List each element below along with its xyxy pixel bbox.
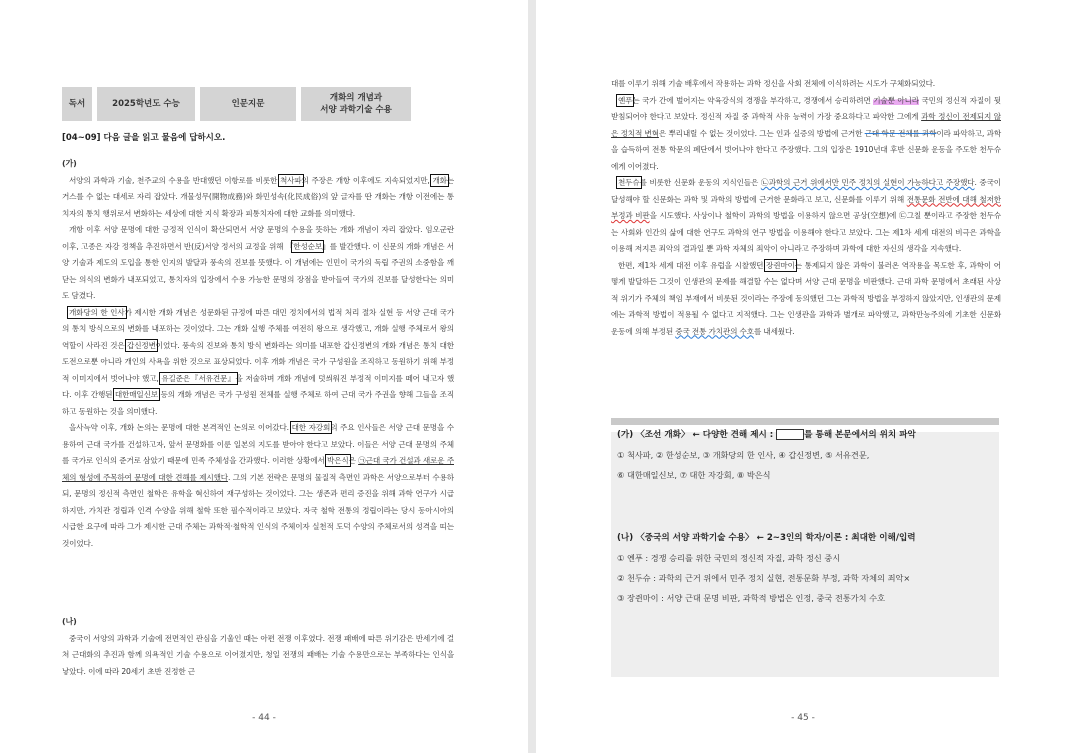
summary-ga-title: (가) 〈조선 개화〉 ← 다양한 견해 제시 : 를 통해 본문에서의 위치 파악 (617, 430, 916, 440)
passage-ga: (가) 서양의 과학과 기술, 천주교의 수용을 반대했던 이항로를 비롯한 척사파의 주장은 개항 이후에도 지속되었지만, 개화는 거스를 수 없는 대세로 자리 잡았다. 개물성무(開物成務)와 화민성속(化民成俗)의 앞 글자를 딴 개화는 개항 이전에는 통치자의 통치 행위로서 변화하는 세상에 대한 지식 확장과 피통치자에 대한 교화를 의미했다. 개항 이후 서양 문명에 대한 긍정적 인식이 확산되면서 서양 문명의 수용을 뜻하는 개화 개념이 자리 잡았다. 임오군란 이후, 고종은 자강 정책을 추진하면서 반(反)서양 정서의 교정을 위해 『한성순보』를 발간했다. 이 신문의 개화 개념은 서양 기술과 제도의 도입을 통한 인지의 발달과 풍속의 진보를 뜻했다. 이 개념에는 인민이 국가의 독립 주권의 소중함을 깨닫는 의식의 변화가 내포되었고, 통치자의 입장에서 수용 가능한 문명의 장점을 받아들여 국가의 진보를 달성한다는 의미도 담겼다. 개화당의 한 인사가 제시한 개화 개념은 성문화된 규정에 따른 대민 정치에서의 법적 처리 절차 실현 등 서양 근대 국가의 통치 방식으로의 변화를 내포하는 것이었다. 그는 개화 실행 주체를 여전히 왕으로 생각했고, 개화 실행 주체로서 왕의 역할이 사라진 것은 갑신정변이었다. 풍속의 진보와 통치 방식 변화라는 의미를 내포한 갑신정변의 개화 개념은 통치 대한 도전으로뿐 아니라 개인의 사욕을 위한 것으로 표상되었다. 이후 개화 개념은 국가 구성원을 조직하고 동원하기 위해 부정적 이미지에서 벗어나야 했고, 유길준은『서유견문』을 저술하며 개화 개념에 덧씌워진 부정적 이미지를 떼어 내고자 했다. 이후 간행된 대한매일신보 등의 개화 개념은 국가 구성원 전체를 실행 주체로 하여 근대 국가 주권을 향해 그들을 조직하고 동원하는 것을 의미했다. 을사늑약 이후, 개화 논의는 문명에 대한 본격적인 논의로 이어갔다. 대한 자강회의 주요 인사들은 서양 근대 문명을 수용하여 근대 국가를 건설하고자, 앞서 문명화를 이룬 일본의 지도를 받아야 한다고 보았다. 이들은 서양 근대 문명의 주체를 국가로 인식의 준거로 삼았기 때문에 민족 주체성을 간과했다. 이러한 상황에서 박은식은 ㉠근대 국가 건설과 새로운 주체의 형성에 주목하여 문명에 대한 견해를 제시했다. 그의 기본 전략은 문명의 물질적 측면인 과학은 서양으로부터 수용하되, 문명의 정신적 측면인 철학은 유학을 혁신하여 재구성하는 것이었다. 그는 생존과 편리 증진을 위해 과학 연구가 시급하지만, 가치관 정립과 인격 수양을 위해 철학 또한 필수적이라고 보았다. 자국 철학 전통의 정립이라는 당시 동아시아의 시급한 요구에 따라 그가 제시한 근대 주체는 과학적·철학적 인식의 주체이자 실천적 도덕 수양의 주체로서의 성격을 띠는 것이었다. (62, 156, 454, 552)
passage-na-continued: 대를 이루기 위해 기술 배후에서 작용하는 과학 정신을 사회 전체에 이식하려는 시도가 구체화되었다. 옌푸는 국가 간에 벌어지는 약육강식의 경쟁을 부각하고, 경쟁에서 승리하려면 기술뿐 아니라 국민의 정신적 자질이 뒷받침되어야 한다고 보았다. 정신적 자질 중 과학적 사유 능력이 가장 중요하다고 파악한 그에게 과학 정신이 전제되지 않은 정치적 변혁은 뿌리내릴 수 없는 것이었다. 그는 인과 실증의 방법에 근거한 근대 학문 전체를 과학이라 파악하고, 과학을 습득하여 전통 학문의 폐단에서 벗어나야 한다고 주장했다. 그의 입장은 1910년대 후반 신문화 운동을 주도한 천두슈에게 이어졌다. 천두슈를 비롯한 신문화 운동의 지식인들은 ㉡과학의 근거 위에서만 민주 정치의 실현이 가능하다고 주장했다. 중국이 달성해야 할 신문화는 과학 및 과학의 방법에 근거한 문화라고 보고, 신문화를 이루기 위해 전통문화 전반에 대해 철저한 부정과 비판을 시도했다. 사상이나 철학이 과학의 방법을 이용하지 않으면 공상(空想)에 ㉢그칠 뿐이라고 주장한 천두슈는 사회와 인간의 삶에 대한 연구도 과학의 연구 방법을 이용해야 한다고 보았다. 그는 제1차 세계 대전의 비극은 과학을 이용해 저지른 죄악의 결과일 뿐 과학 자체의 죄악이 아니라고 주장하며 과학에 대한 자신의 생각을 지속했다. 한편, 제1차 세계 대전 이후 유럽을 시찰했던 장쥔마이는 통제되지 않은 과학이 불러온 역작용을 목도한 후, 과학이 어떻게 발달하든 그것이 인생관의 문제를 해결할 수는 없다며 서양 근대 문명을 비판했다. 근대 과학 문명에서 초래된 사상적 위기가 주체의 책임 부재에서 비롯된 것이라는 주장에 동의했던 그는 과학적 방법을 부정하지 않았지만, 인생관의 문제에는 과학적 방법이 적용될 수 없다고 지적했다. 그는 인생관을 과학과 별개로 파악했고, 과학만능주의에 기초한 신문화 운동에 의해 부정된 중국 전통 가치관의 수호를 내세웠다. (611, 79, 1002, 336)
summary-box (611, 432, 999, 677)
summary-na-line-1: ① 옌푸 : 경쟁 승리를 위한 국민의 정신적 자질, 과학 정신 중시 (617, 553, 841, 563)
summary-na-title: (나) 〈중국의 서양 과학기술 수용〉 ← 2~3인의 학자/이론 : 최대한 이해/입력 (617, 533, 916, 543)
section-label-na: (나) (62, 617, 77, 626)
instruction: [04~09] 다음 글을 읽고 물음에 답하시오. (62, 133, 226, 143)
header-type: 인문지문 (200, 87, 296, 121)
summary-ga-line-1: ① 척사파, ② 한성순보, ③ 개화당의 한 인사, ④ 갑신정변, ⑤ 서유견문, (617, 450, 870, 460)
page-number-left: - 44 - (252, 713, 276, 723)
blank-box (776, 429, 804, 440)
summary-na-line-3: ③ 장쥔마이 : 서양 근대 문명 비판, 과학적 방법은 인정, 중국 전통가치 수호 (617, 593, 885, 603)
divider-bar (611, 418, 999, 425)
passage-header (62, 87, 411, 121)
summary-na-line-2: ② 천두슈 : 과학의 근거 위에서 민주 정치 실현, 전통문화 부정, 과학 자체의 죄악× (617, 573, 911, 583)
section-label-ga: (가) (62, 159, 77, 168)
header-subject: 독서 (62, 87, 92, 121)
passage-na-start: (나) 중국이 서양의 과학과 기술에 전면적인 관심을 기울인 때는 아편 전쟁 이후였다. 전쟁 패배에 따른 위기감은 반세기에 걸쳐 근대화의 추진과 함께 의욕적인 기술 수용으로 이어졌지만, 청일 전쟁의 패배는 기술 수용만으로는 부족하다는 인식을 낳았다. 이에 따라 20세기 초반 진정한 근 (62, 614, 454, 680)
left-page (0, 0, 528, 753)
header-exam: 2025학년도 수능 (97, 87, 195, 121)
header-topic: 개화의 개념과 서양 과학기술 수용 (301, 87, 411, 121)
summary-ga-line-2: ⑥ 대한매일신보, ⑦ 대한 자강회, ⑧ 박은식 (617, 470, 771, 480)
page-number-right: - 45 - (791, 713, 815, 723)
